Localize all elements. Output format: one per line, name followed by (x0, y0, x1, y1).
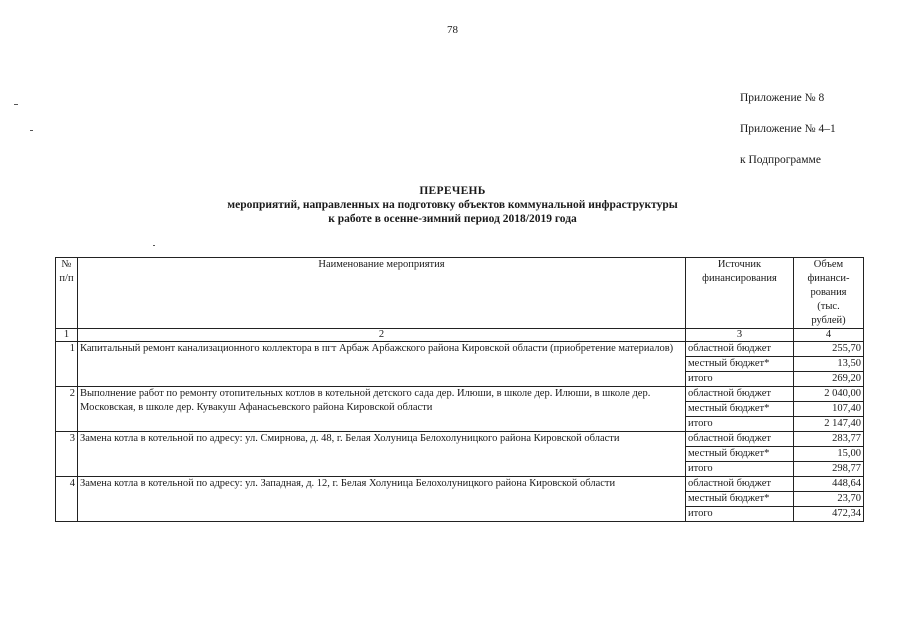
column-index: 4 (794, 329, 864, 342)
table-row (56, 387, 864, 402)
title-main: ПЕРЕЧЕНЬ (419, 185, 486, 197)
document-title (0, 184, 905, 226)
title-line-1: мероприятий, направленных на подготовку объектов коммунальной инфраструктуры (227, 199, 678, 211)
appendix-subprogram-label: к Подпрограмме (740, 154, 821, 166)
measure-name: Выполнение работ по ремонту отопительных котлов в котельной детского сада дер. Илюши, в школе дер. Илюши, в школе дер. Московская, в школе дер. Кувакуш Афанасьевского района Кировской области (78, 387, 686, 432)
column-index-row (56, 329, 864, 342)
column-index: 3 (686, 329, 794, 342)
funding-value: 255,70 (794, 342, 864, 357)
funding-source: местный бюджет* (686, 492, 794, 507)
page-number: 78 (447, 24, 458, 36)
funding-total-label: итого (686, 372, 794, 387)
header-measure-name: Наименование мероприятия (78, 258, 686, 329)
funding-source: областной бюджет (686, 342, 794, 357)
table-row (56, 477, 864, 492)
funding-total-value: 2 147,40 (794, 417, 864, 432)
funding-total-value: 298,77 (794, 462, 864, 477)
measure-name: Замена котла в котельной по адресу: ул. Смирнова, д. 48, г. Белая Холуница Белохолуницкого района Кировской области (78, 432, 686, 477)
funding-source: областной бюджет (686, 477, 794, 492)
header-funding-source: Источник финансирования (686, 258, 794, 329)
table-row (56, 342, 864, 357)
funding-source: областной бюджет (686, 432, 794, 447)
header-funding-volume: Объем финанси- рования (тыс. рублей) (794, 258, 864, 329)
title-line-2: к работе в осенне-зимний период 2018/2019 года (328, 213, 577, 225)
funding-source: областной бюджет (686, 387, 794, 402)
funding-value: 448,64 (794, 477, 864, 492)
scan-speck (30, 130, 33, 131)
row-number: 2 (56, 387, 78, 432)
measure-name: Капитальный ремонт канализационного коллектора в пгт Арбаж Арбажского района Кировской области (приобретение материалов) (78, 342, 686, 387)
funding-value: 107,40 (794, 402, 864, 417)
column-index: 1 (56, 329, 78, 342)
appendix-number-label: Приложение № 8 (740, 92, 825, 104)
funding-value: 23,70 (794, 492, 864, 507)
row-number: 1 (56, 342, 78, 387)
column-index: 2 (78, 329, 686, 342)
funding-source: местный бюджет* (686, 402, 794, 417)
row-number: 3 (56, 432, 78, 477)
header-number: № п/п (56, 258, 78, 329)
funding-value: 13,50 (794, 357, 864, 372)
scan-speck (153, 245, 155, 246)
scan-speck (14, 104, 18, 105)
table-header-row (56, 258, 864, 329)
row-number: 4 (56, 477, 78, 522)
measure-name: Замена котла в котельной по адресу: ул. Западная, д. 12, г. Белая Холуница Белохолуницкого района Кировской области (78, 477, 686, 522)
appendix-sub-number-label: Приложение № 4–1 (740, 123, 836, 135)
funding-total-value: 472,34 (794, 507, 864, 522)
funding-source: местный бюджет* (686, 447, 794, 462)
funding-source: местный бюджет* (686, 357, 794, 372)
table-row (56, 432, 864, 447)
measures-table (55, 257, 864, 522)
funding-value: 2 040,00 (794, 387, 864, 402)
funding-total-label: итого (686, 417, 794, 432)
funding-value: 15,00 (794, 447, 864, 462)
funding-total-value: 269,20 (794, 372, 864, 387)
funding-total-label: итого (686, 462, 794, 477)
funding-total-label: итого (686, 507, 794, 522)
funding-value: 283,77 (794, 432, 864, 447)
